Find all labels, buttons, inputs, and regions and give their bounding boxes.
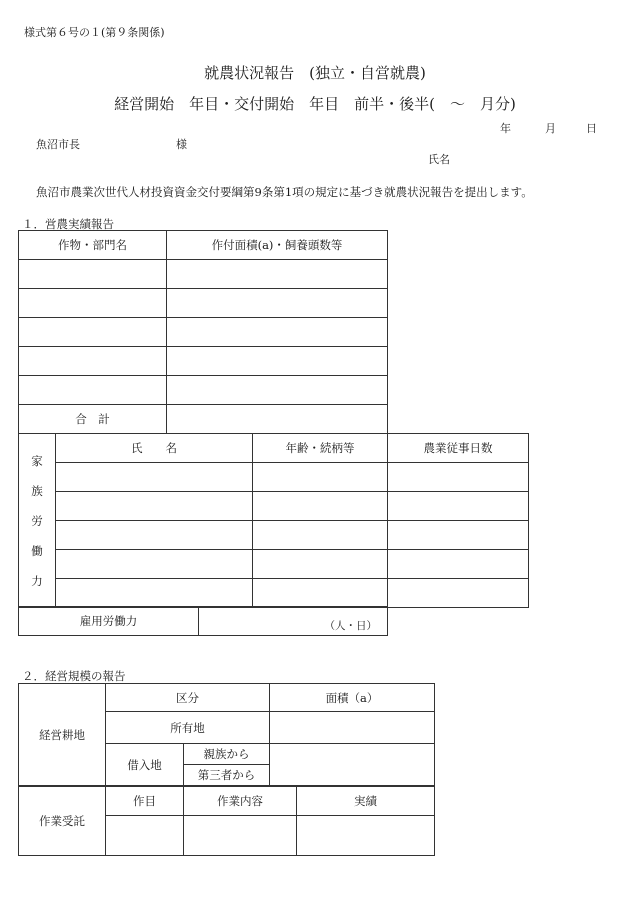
addressee: 魚沼市長 [36,138,80,151]
table-row [19,492,529,521]
crop-cell[interactable] [19,347,167,376]
results-cell[interactable] [297,816,435,856]
days-cell[interactable] [388,579,529,608]
contract-work-table [18,786,435,856]
contract-crop-cell[interactable] [106,816,184,856]
age-cell[interactable] [253,521,388,550]
column-header-area: 作付面積(a)・飼養頭数等 [167,231,388,260]
total-area-cell[interactable] [167,405,388,434]
table-row [19,376,388,405]
date-month-label: 月 [545,122,556,135]
name-cell[interactable] [56,521,253,550]
table-row [19,521,529,550]
owned-land-label: 所有地 [106,712,270,744]
owned-land-area-cell[interactable] [270,712,435,744]
table-header-row [19,787,435,816]
rented-land-label: 借入地 [106,744,184,786]
name-label: 氏名 [428,153,450,166]
table-header-row [19,684,435,712]
table-header-row [19,434,529,463]
table-row [19,463,529,492]
column-header-work-content: 作業内容 [184,787,297,816]
area-cell[interactable] [167,318,388,347]
column-header-age: 年齢・続柄等 [253,434,388,463]
age-cell[interactable] [253,579,388,608]
table-row [19,347,388,376]
side-char: 働 [31,543,43,558]
age-cell[interactable] [253,492,388,521]
family-labor-side-label [19,434,56,608]
honorific: 様 [176,138,187,151]
age-cell[interactable] [253,463,388,492]
section-1-heading: １．営農実績報告 [22,217,114,231]
name-cell[interactable] [56,550,253,579]
table-row [19,289,388,318]
table-row [19,260,388,289]
column-header-results: 実績 [297,787,435,816]
rented-from-third-party-label: 第三者から [184,765,270,786]
date-year-label: 年 [500,122,511,135]
column-header-contract-crop: 作目 [106,787,184,816]
crop-cell[interactable] [19,260,167,289]
name-cell[interactable] [56,492,253,521]
side-char: 家 [31,453,43,468]
table-row [19,579,529,608]
column-header-crop: 作物・部門名 [19,231,167,260]
column-header-name: 氏 名 [56,434,253,463]
side-char: 族 [31,483,43,498]
rented-land-area-cell[interactable] [270,744,435,786]
table-row [19,550,529,579]
hired-labor-row [19,607,388,636]
date-day-label: 日 [586,122,597,135]
contract-work-label: 作業受託 [19,787,106,856]
crop-cell[interactable] [19,318,167,347]
area-cell[interactable] [167,347,388,376]
days-cell[interactable] [388,521,529,550]
area-cell[interactable] [167,260,388,289]
total-label: 合 計 [19,405,167,434]
days-cell[interactable] [388,550,529,579]
rented-from-relatives-label: 親族から [184,744,270,765]
hired-labor-value-cell[interactable] [199,607,388,636]
farmland-label: 経営耕地 [19,684,106,786]
hired-labor-table [18,606,388,636]
hired-labor-label: 雇用労働力 [19,607,199,636]
document-title: 就農状況報告 (独立・自営就農) [204,64,426,82]
area-cell[interactable] [167,289,388,318]
name-cell[interactable] [56,463,253,492]
column-header-category: 区分 [106,684,270,712]
name-cell[interactable] [56,579,253,608]
hired-labor-unit: （人・日） [324,620,377,632]
table-row [19,318,388,347]
table-header-row [19,231,388,260]
form-number: 様式第６号の１(第９条関係) [24,26,165,39]
crop-cell[interactable] [19,289,167,318]
total-row [19,405,388,434]
side-char: 労 [31,513,43,528]
column-header-land-area: 面積（a） [270,684,435,712]
days-cell[interactable] [388,463,529,492]
area-cell[interactable] [167,376,388,405]
days-cell[interactable] [388,492,529,521]
crop-cell[interactable] [19,376,167,405]
farmland-table [18,683,435,786]
work-content-cell[interactable] [184,816,297,856]
section-2-heading: ２．経営規模の報告 [22,669,126,683]
column-header-days: 農業従事日数 [388,434,529,463]
side-char: 力 [31,573,43,588]
report-statement: 魚沼市農業次世代人材投資資金交付要綱第9条第1項の規定に基づき就農状況報告を提出します。 [36,185,533,199]
family-labor-table [18,433,529,608]
crop-results-table [18,230,388,434]
age-cell[interactable] [253,550,388,579]
document-subtitle: 経営開始 年目・交付開始 年目 前半・後半( ～ 月分) [114,95,516,113]
